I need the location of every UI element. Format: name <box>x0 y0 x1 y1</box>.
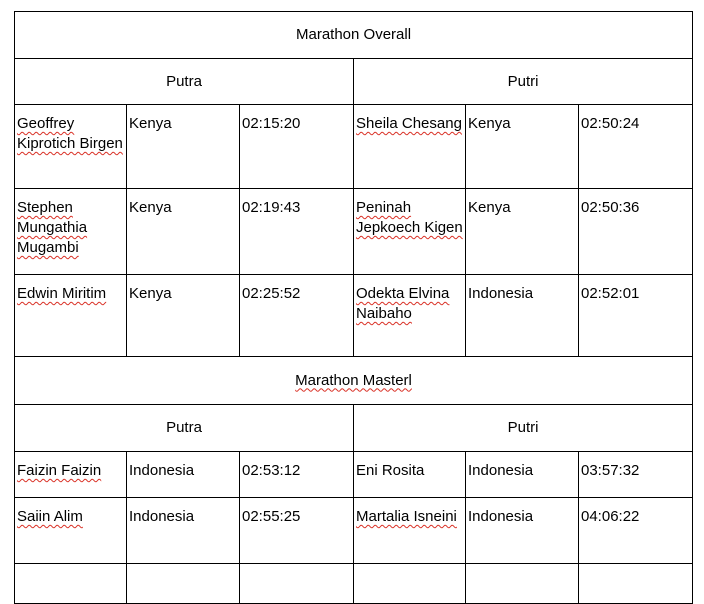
athlete-name: Faizin Faizin <box>17 462 102 479</box>
country-cell: Kenya <box>466 105 579 189</box>
table-row <box>15 105 693 189</box>
athlete-name-cell <box>15 105 127 189</box>
column-header-putra: Putra <box>15 405 354 452</box>
country-cell: Indonesia <box>466 498 579 564</box>
table-row <box>15 452 693 498</box>
athlete-name-cell <box>354 105 466 189</box>
empty-cell <box>15 564 127 604</box>
time-cell: 02:19:43 <box>240 189 354 275</box>
empty-cell <box>466 564 579 604</box>
section-title: Marathon Masterl <box>295 371 412 389</box>
empty-cell <box>240 564 354 604</box>
athlete-name: Odekta Elvina Naibaho <box>356 285 450 322</box>
athlete-name: Geoffrey Kiprotich Birgen <box>17 115 123 152</box>
country-cell: Kenya <box>127 189 240 275</box>
country-cell: Indonesia <box>466 452 579 498</box>
athlete-name-cell <box>354 275 466 357</box>
athlete-name-cell <box>15 189 127 275</box>
time-cell: 02:15:20 <box>240 105 354 189</box>
athlete-name-cell <box>354 189 466 275</box>
athlete-name: Saiin Alim <box>17 508 83 525</box>
empty-cell <box>127 564 240 604</box>
athlete-name: Edwin Miritim <box>17 285 107 302</box>
athlete-name: Stephen Mungathia Mugambi <box>17 199 88 256</box>
athlete-name-cell <box>354 498 466 564</box>
table-row <box>15 189 693 275</box>
time-cell: 02:53:12 <box>240 452 354 498</box>
athlete-name-cell: Eni Rosita <box>354 452 466 498</box>
table-row <box>15 275 693 357</box>
table-row-partial <box>15 564 693 604</box>
column-header-putra: Putra <box>15 59 354 105</box>
time-cell: 02:50:24 <box>579 105 693 189</box>
empty-cell <box>354 564 466 604</box>
athlete-name: Peninah Jepkoech Kigen <box>356 199 463 236</box>
country-cell: Indonesia <box>466 275 579 357</box>
section-title-overall: Marathon Overall <box>15 12 693 59</box>
time-cell: 02:52:01 <box>579 275 693 357</box>
country-cell: Kenya <box>127 275 240 357</box>
empty-cell <box>579 564 693 604</box>
results-table <box>14 11 693 604</box>
time-cell: 02:50:36 <box>579 189 693 275</box>
time-cell: 03:57:32 <box>579 452 693 498</box>
time-cell: 02:25:52 <box>240 275 354 357</box>
athlete-name-cell <box>15 498 127 564</box>
athlete-name: Martalia Isneini <box>356 508 457 525</box>
column-header-putri: Putri <box>354 405 693 452</box>
country-cell: Kenya <box>127 105 240 189</box>
section-title-master <box>15 357 693 405</box>
country-cell: Kenya <box>466 189 579 275</box>
athlete-name-cell <box>15 275 127 357</box>
country-cell: Indonesia <box>127 498 240 564</box>
column-header-putri: Putri <box>354 59 693 105</box>
time-cell: 04:06:22 <box>579 498 693 564</box>
athlete-name-cell <box>15 452 127 498</box>
table-row <box>15 498 693 564</box>
country-cell: Indonesia <box>127 452 240 498</box>
athlete-name: Sheila Chesang <box>356 115 462 132</box>
time-cell: 02:55:25 <box>240 498 354 564</box>
